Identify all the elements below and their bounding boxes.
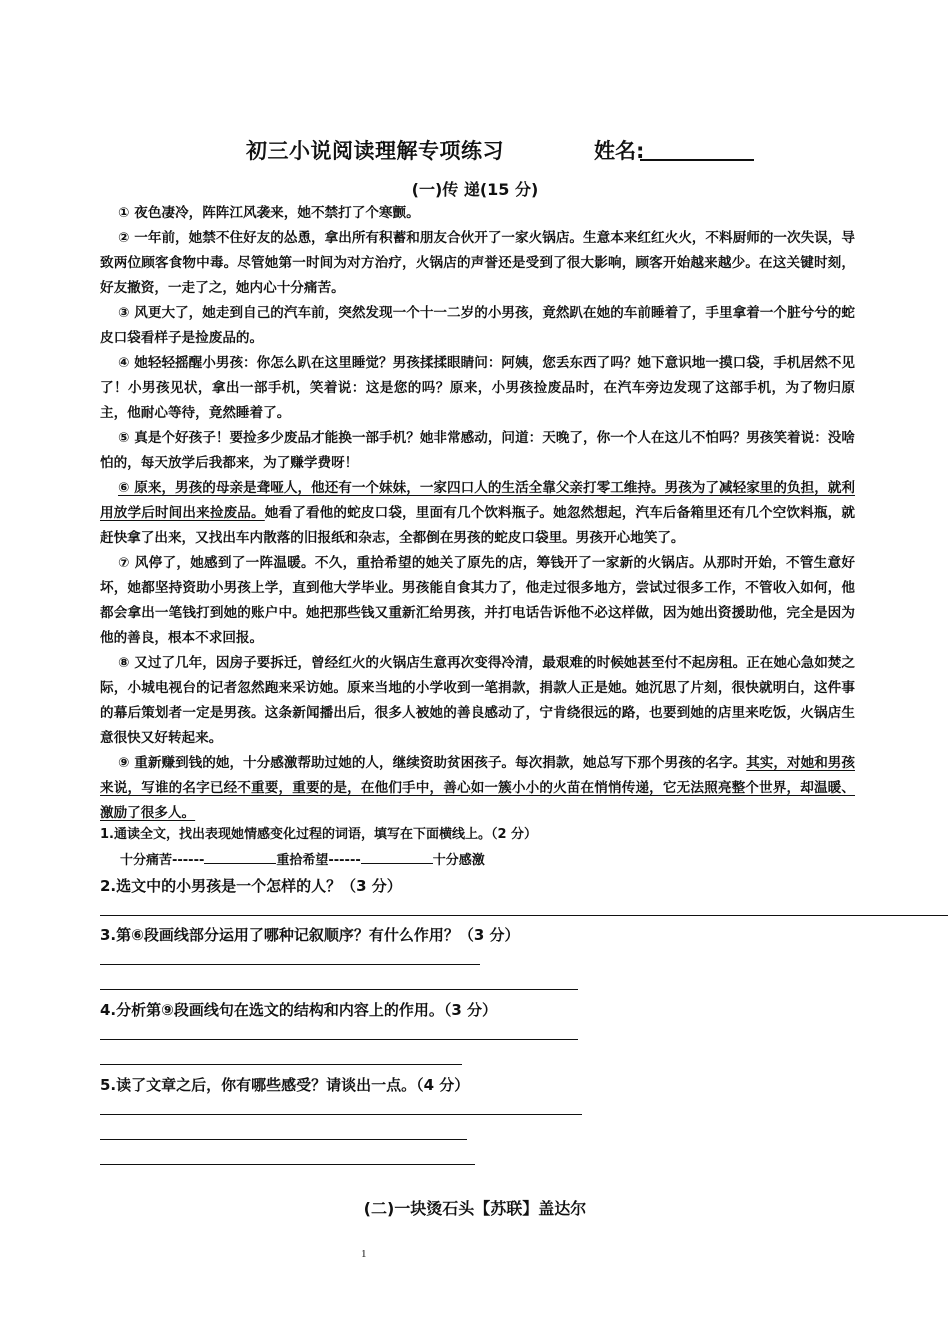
paragraph-8: ⑧ 又过了几年，因房子要拆迁，曾经红火的火锅店生意再次变得冷清，最艰难的时候她甚至付不起房租。正在她心急如焚之际，小城电视台的记者忽然跑来采访她。原来当地的小学收到一笔捐款，捐款人正是她。她沉思了片刻，很快就明白，这件事的幕后策划者一定是男孩。这条新闻播出后，很多人被她的善良感动了，宁肯绕很远的路，也要到她的店里来吃饭，火锅店生意很快又好转起来。 xyxy=(100,655,855,746)
answer-line-q2[interactable] xyxy=(100,915,948,916)
paragraph-5: ⑤ 真是个好孩子！要捡多少废品才能换一部手机？她非常感动，问道：天晚了，你一个人在这儿不怕吗？男孩笑着说：没啥怕的，每天放学后我都来，为了赚学费呀！ xyxy=(100,430,855,471)
paragraph-7: ⑦ 风停了，她感到了一阵温暖。不久，重拾希望的她关了原先的店，筹钱开了一家新的火锅店。从那时开始，不管生意好坏，她都坚持资助小男孩上学，直到他大学毕业。男孩能自食其力了，他走过很多地方，尝试过很多工作，不管收入如何，他都会拿出一笔钱打到她的账户中。她把那些钱又重新汇给男孩，并打电话告诉他不必这样做，因为她出资援助他，完全是因为他的善良，根本不求回报。 xyxy=(100,555,855,646)
paragraph-3: ③ 风更大了，她走到自己的汽车前，突然发现一个十一二岁的小男孩，竟然趴在她的车前睡着了，手里拿着一个脏兮兮的蛇皮口袋看样子是捡废品的。 xyxy=(100,305,855,346)
paragraph-6: ⑥ 原来，男孩的母亲是聋哑人，他还有一个妹妹，一家四口人的生活全靠父亲打零工维持。男孩为了减轻家里的负担，就利用放学后时间出来捡废品。她看了看他的蛇皮口袋，里面有几个饮料瓶子。她忽然想起，汽车后备箱里还有几个空饮料瓶，就赶快拿了出来，又找出车内散落的旧报纸和杂志，全都倒在男孩的蛇皮口袋里。男孩开心地笑了。 xyxy=(100,480,856,546)
underlined-sentence-9: 其实，对她和男孩来说，写谁的名字已经不重要，重要的是，在他们手中，善心如一簇小小的火苗在悄悄传递，它无法照亮整个世界，却温暖、激励了很多人。 xyxy=(100,755,855,821)
question-1: 1.通读全文，找出表现她情感变化过程的词语，填写在下面横线上。（2 分） xyxy=(100,827,538,842)
answer-line-q5-3[interactable] xyxy=(100,1164,475,1165)
section-1-heading: (一)传 递(15 分) xyxy=(411,180,539,199)
name-label: 姓名: xyxy=(594,139,645,163)
answer-line-q4-2[interactable] xyxy=(100,1064,462,1065)
answer-line-q3-2[interactable] xyxy=(100,989,578,990)
page-number: 1 xyxy=(361,1248,367,1260)
section-2-heading: (二)一块烫石头【苏联】盖达尔 xyxy=(363,1199,587,1218)
question-1-fill: 十分痛苦------ 重拾希望------ 十分感激 xyxy=(120,853,485,868)
answer-line-q3-1[interactable] xyxy=(100,964,480,965)
question-5: 5.读了文章之后，你有哪些感受？请谈出一点。（4 分） xyxy=(100,1076,470,1094)
underlined-sentence-6: ⑥ 原来，男孩的母亲是聋哑人，他还有一个妹妹，一家四口人的生活全靠父亲打零工维持。男孩为了减轻家里的负担，就利用放学后时间出来捡废品。 xyxy=(100,480,855,521)
paragraph-1: ① 夜色凄冷，阵阵江风袭来，她不禁打了个寒颤。 xyxy=(118,205,420,221)
question-4: 4.分析第⑨段画线句在选文的结构和内容上的作用。（3 分） xyxy=(100,1001,497,1019)
paragraph-4: ④ 她轻轻摇醒小男孩：你怎么趴在这里睡觉？男孩揉揉眼睛问：阿姨，您丢东西了吗？她下意识地一摸口袋，手机居然不见了！小男孩见状，拿出一部手机，笑着说：这是您的吗？原来，小男孩捡废品时，在汽车旁边发现了这部手机，为了物归原主，他耐心等待，竟然睡着了。 xyxy=(100,355,855,421)
fill-blank-2[interactable] xyxy=(361,851,433,864)
passage-body xyxy=(100,201,855,826)
paragraph-2: ② 一年前，她禁不住好友的怂恿，拿出所有积蓄和朋友合伙开了一家火锅店。生意本来红红火火，不料厨师的一次失误，导致两位顾客食物中毒。尽管她第一时间为对方治疗，火锅店的声誉还是受到了很大影响，顾客开始越来越少。在这关键时刻，好友撤资，一走了之，她内心十分痛苦。 xyxy=(100,230,855,296)
answer-line-q5-2[interactable] xyxy=(100,1139,467,1140)
title-row xyxy=(0,135,950,169)
question-2: 2.选文中的小男孩是一个怎样的人？（3 分） xyxy=(100,877,402,895)
fill-blank-1[interactable] xyxy=(204,851,276,864)
page-title: 初三小说阅读理解专项练习 xyxy=(246,139,504,163)
question-3: 3.第⑥段画线部分运用了哪种记叙顺序？有什么作用？（3 分） xyxy=(100,926,520,944)
answer-line-q5-1[interactable] xyxy=(100,1114,582,1115)
paragraph-9: ⑨ 重新赚到钱的她，十分感激帮助过她的人，继续资助贫困孩子。每次捐款，她总写下那个男孩的名字。其实，对她和男孩来说，写谁的名字已经不重要，重要的是，在他们手中，善心如一簇小小的火苗在悄悄传递，它无法照亮整个世界，却温暖、激励了很多人。 xyxy=(100,755,855,821)
name-blank-line[interactable] xyxy=(640,159,754,161)
answer-line-q4-1[interactable] xyxy=(100,1039,578,1040)
